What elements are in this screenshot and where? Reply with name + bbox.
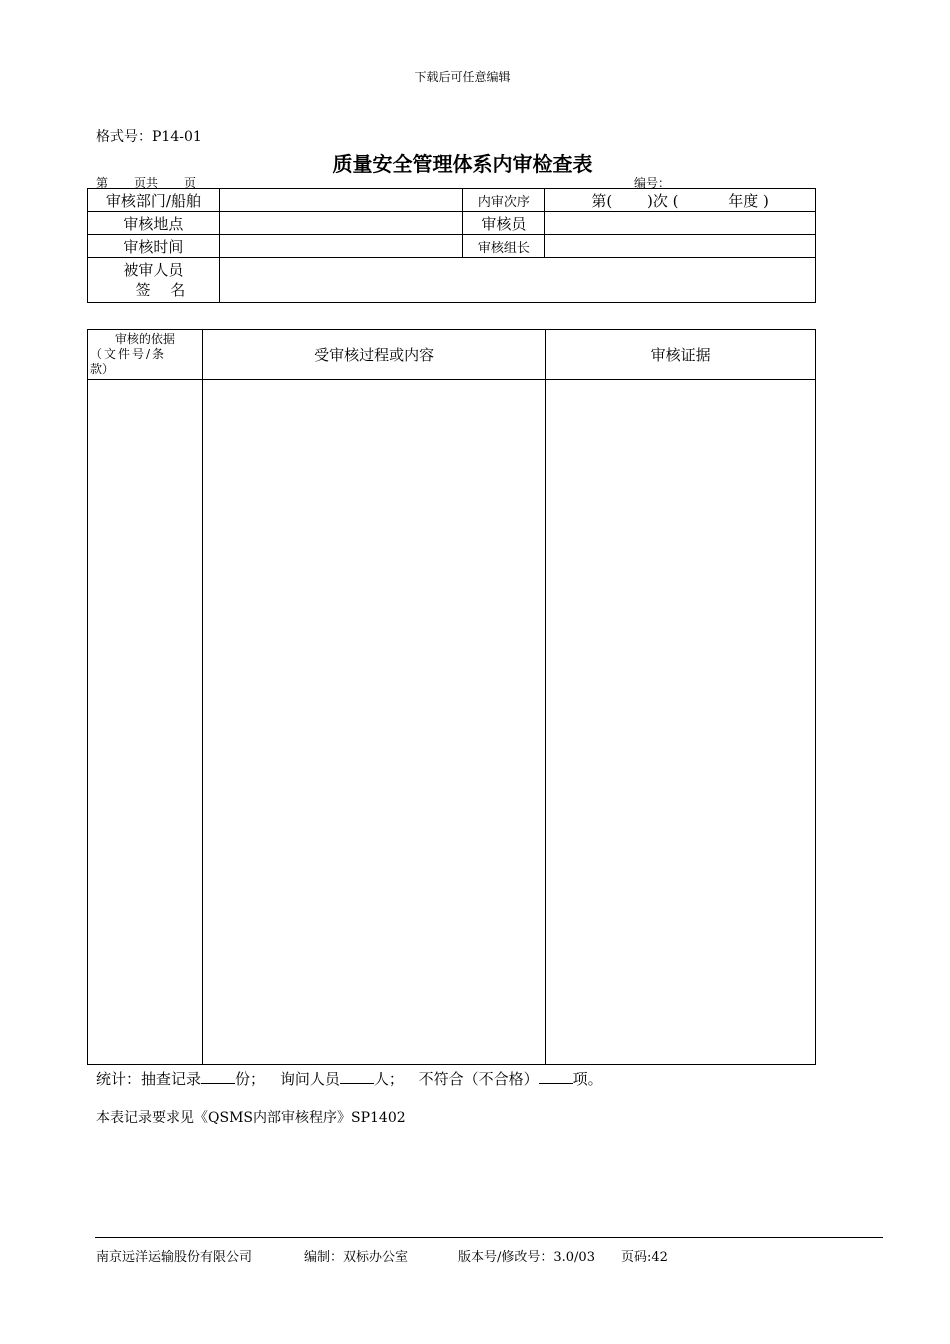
auditor-field[interactable] (545, 212, 816, 235)
basis-header-line3: 款） (90, 362, 115, 376)
info-table (87, 188, 816, 303)
time-field[interactable] (219, 235, 463, 258)
reference-note: 本表记录要求见《QSMS内部审核程序》SP1402 (96, 1110, 406, 1126)
footer-editor: 编制：双标办公室 (304, 1250, 409, 1265)
stats-prefix: 统计：抽查记录 (96, 1070, 202, 1088)
dept-label: 审核部门/船舶 (88, 189, 220, 212)
page-info-b: 页共 (134, 176, 159, 190)
evidence-cell[interactable] (546, 380, 816, 1065)
statistics-line (96, 1068, 603, 1089)
stats-unit-1: 份； (235, 1070, 266, 1088)
footer-divider (95, 1237, 883, 1238)
basis-header-line2: （文件号/条 (90, 347, 167, 361)
basis-header-line1: 审核的依据 (114, 332, 175, 346)
persons-blank[interactable] (340, 1069, 374, 1084)
auditee-label (88, 258, 220, 303)
page-title: 质量安全管理体系内审检查表 (332, 152, 593, 176)
leader-label: 审核组长 (463, 235, 545, 258)
footer-company: 南京远洋运输股份有限公司 (96, 1250, 253, 1265)
records-blank[interactable] (201, 1069, 235, 1084)
nonconformity-blank[interactable] (539, 1069, 573, 1084)
check-table (87, 329, 816, 1065)
time-label: 审核时间 (88, 235, 220, 258)
process-cell[interactable] (202, 380, 546, 1065)
location-field[interactable] (219, 212, 463, 235)
evidence-header: 审核证据 (546, 330, 816, 380)
stats-unit-3: 项。 (572, 1070, 603, 1088)
page-info-a: 第 (96, 176, 109, 190)
basis-header (88, 330, 203, 380)
stats-unit-2: 人； (373, 1070, 404, 1088)
page-info-c: 页 (184, 176, 197, 190)
internal-seq-label: 内审次序 (463, 189, 545, 212)
auditee-label-line1: 被审人员 (123, 261, 184, 279)
serial-label: 编号： (634, 176, 671, 190)
auditee-signature-field[interactable] (219, 258, 815, 303)
internal-seq-field[interactable]: 第( )次 ( 年度 ) (545, 189, 816, 212)
dept-field[interactable] (219, 189, 463, 212)
auditee-label-line2: 签 名 (135, 281, 186, 299)
top-note: 下载后可任意编辑 (414, 70, 511, 84)
location-label: 审核地点 (88, 212, 220, 235)
stats-mid: 询问人员 (279, 1070, 340, 1088)
process-header: 受审核过程或内容 (202, 330, 546, 380)
basis-cell[interactable] (88, 380, 203, 1065)
stats-nc: 不符合（不合格） (418, 1070, 539, 1088)
format-number: 格式号：P14-01 (96, 129, 202, 145)
footer-version: 版本号/修改号：3.0/03 (458, 1250, 595, 1265)
auditor-label: 审核员 (463, 212, 545, 235)
footer-page: 页码:42 (621, 1250, 668, 1265)
leader-field[interactable] (545, 235, 816, 258)
